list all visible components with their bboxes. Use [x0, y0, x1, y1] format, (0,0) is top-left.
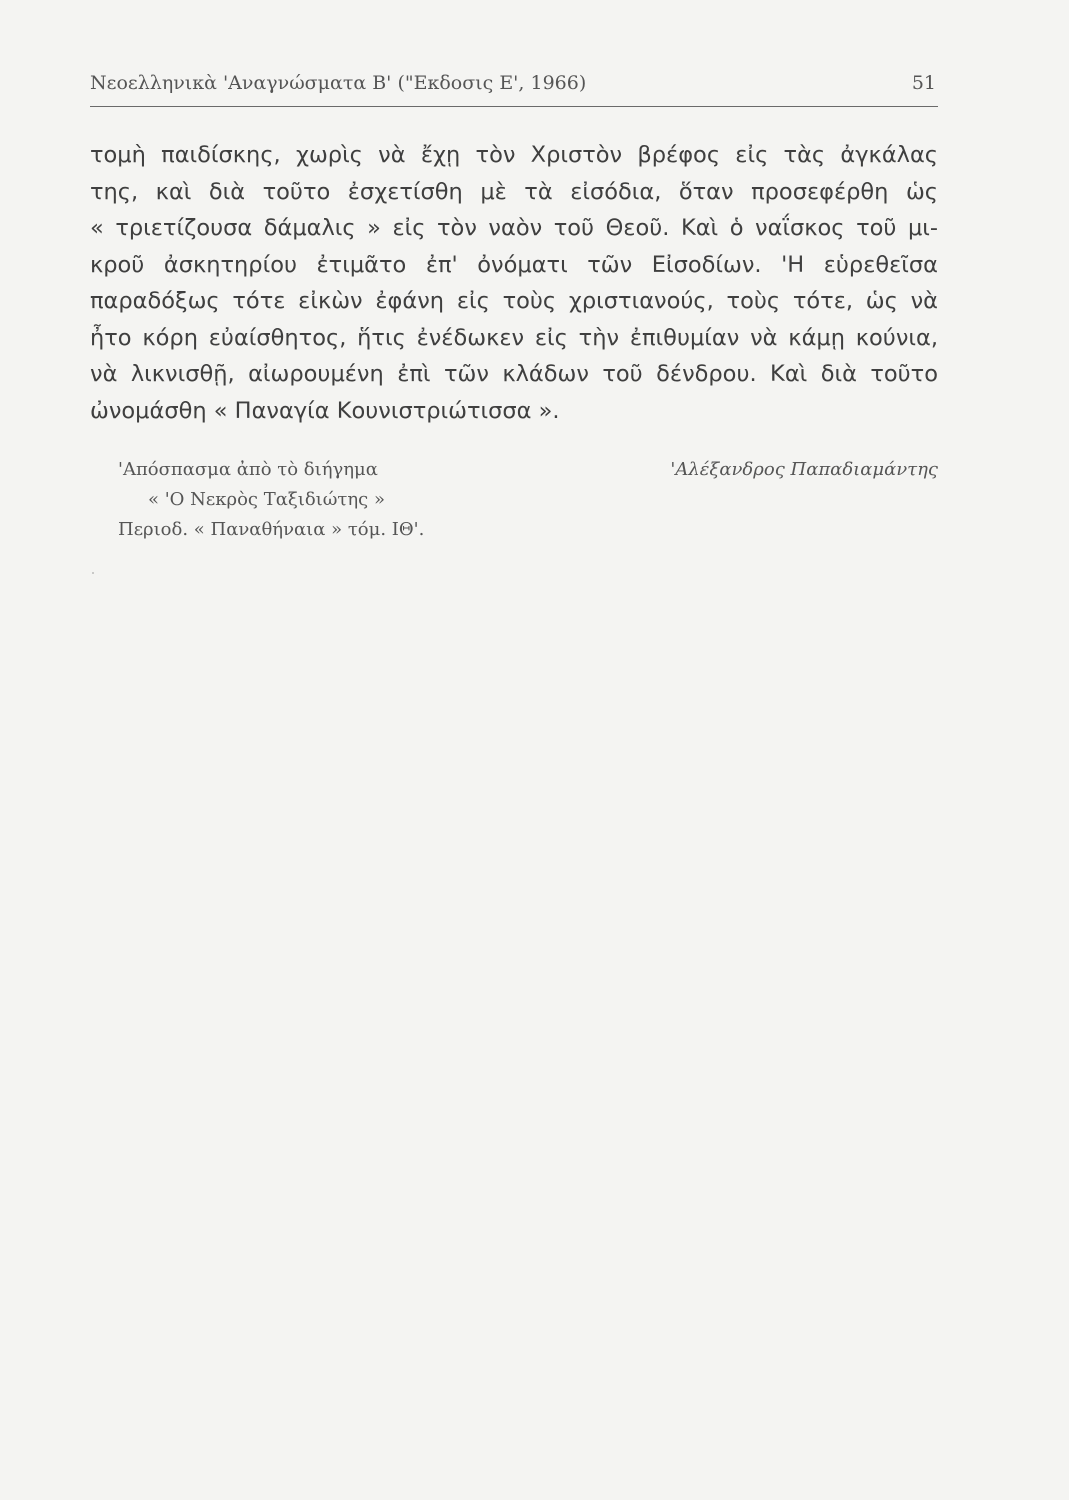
page-number: 51	[911, 72, 936, 94]
body-line: της, καὶ διὰ τοῦτο ἐσχετίσθη μὲ τὰ εἰσόδια, ὅταν προσεφέρθη ὡς	[90, 178, 938, 205]
source-citation	[118, 455, 424, 545]
running-header	[90, 70, 938, 107]
paper-speck	[92, 572, 94, 574]
body-line: παραδόξως τότε εἰκὼν ἐφάνη εἰς τοὺς χριστιανούς, τοὺς τότε, ὡς νὰ	[90, 288, 938, 314]
body-line: νὰ λικνισθῇ, αἰωρουμένη ἐπὶ τῶν κλάδων τοῦ δένδρου. Καὶ διὰ τοῦτο	[90, 361, 938, 387]
body-line: ἦτο κόρη εὐαίσθητος, ἥτις ἐνέδωκεν εἰς τὴν ἐπιθυμίαν νὰ κάμῃ κούνια,	[90, 324, 938, 351]
source-line-excerpt: 'Απόσπασμα ἀπὸ τὸ διήγημα	[118, 459, 378, 480]
source-line-story-title: « 'Ο Νεκρὸς Ταξιδιώτης »	[148, 489, 385, 510]
body-line: « τριετίζουσα δάμαλις » εἰς τὸν ναὸν τοῦ Θεοῦ. Καὶ ὁ ναΐσκος τοῦ μι-	[90, 215, 938, 241]
body-line: ὠνομάσθη « Παναγία Κουνιστριώτισσα ».	[90, 397, 560, 424]
source-line-periodical: Περιοδ. « Παναθήναια » τόμ. ΙΘ'.	[118, 519, 425, 540]
body-line: τομὴ παιδίσκης, χωρὶς νὰ ἔχῃ τὸν Χριστὸν βρέφος εἰς τὰς ἀγκάλας	[90, 142, 938, 168]
body-line: κροῦ ἀσκητηρίου ἐτιμᾶτο ἐπ' ὀνόματι τῶν Εἰσοδίων. 'Η εὑρεθεῖσα	[90, 251, 938, 278]
body-paragraph	[90, 137, 938, 429]
running-title: Νεοελληνικὰ 'Αναγνώσματα Β' ("Εκδοσις Ε', 1966)	[90, 72, 587, 94]
author-name: 'Αλέξανδρος Παπαδιαμάντης	[670, 459, 938, 480]
